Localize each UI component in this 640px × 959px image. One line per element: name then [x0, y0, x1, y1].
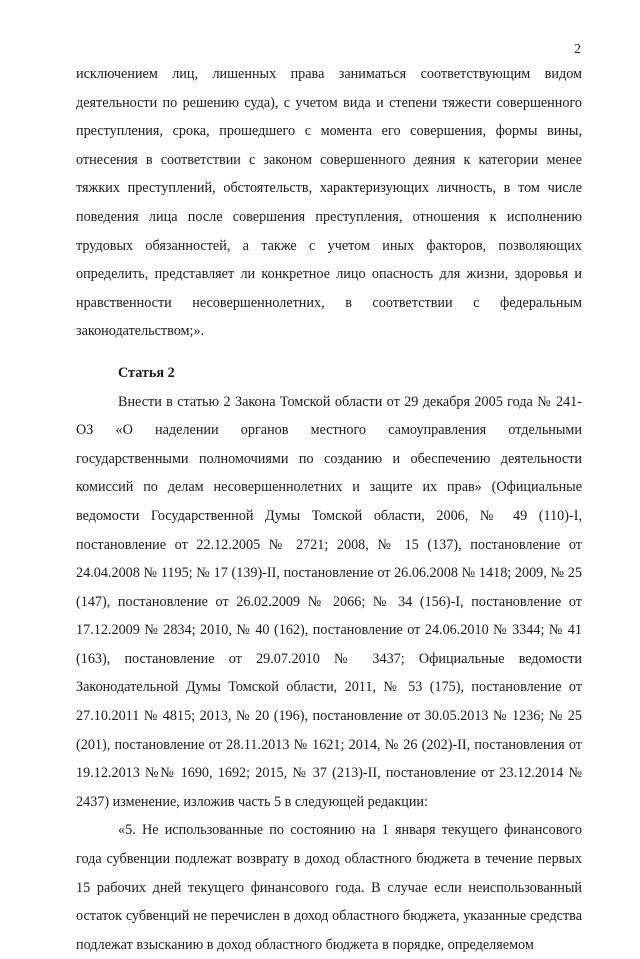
page-number: 2 [574, 41, 581, 56]
paragraph-new-part-5: «5. Не использованные по состоянию на 1 января текущего финансового года субвенции подлежат возврату в доход областного бюджета в течение первых 15 рабочих дней текущего финансового года. В случае если неиспользованный остаток субвенций не перечислен в доход областного бюджета, указанные средства подлежат взысканию в доход областного бюджета в порядке, определяемом [76, 822, 582, 953]
paragraph-amendment: Внести в статью 2 Закона Томской области от 29 декабря 2005 года № 241-ОЗ «О наделении органов местного самоуправления отдельными государственными полномочиями по созданию и обеспечению деятельности комиссий по делам несовершеннолетних и защите их прав» (Официальные ведомости Государственной Думы Томской области, 2006, № 49 (110)-I, постановление от 22.12.2005 № 2721; 2008, № 15 (137), постановление от 24.04.2008 № 1195; № 17 (139)-II, постановление от 26.06.2008 № 1418; 2009, № 25 (147), постановление от 26.02.2009 № 2066; № 34 (156)-I, постановление от 17.12.2009 № 2834; 2010, № 40 (162), постановление от 24.06.2010 № 3344; № 41 (163), постановление от 29.07.2010 № 3437; Официальные ведомости Законодательной Думы Томской области, 2011, № 53 (175), постановление от 27.10.2011 № 4815; 2013, № 20 (196), постановление от 30.05.2013 № 1236; № 25 (201), постановление от 28.11.2013 № 1621; 2014, № 26 (202)-II, постановления от 19.12.2013 №№ 1690, 1692; 2015, № 37 (213)-II, постановление от 23.12.2014 № 2437) изменение, изложив часть 5 в следующей редакции: [76, 393, 582, 810]
document-body [76, 60, 582, 959]
paragraph-continuation: исключением лиц, лишенных права заниматься соответствующим видом деятельности по решению суда), с учетом вида и степени тяжести совершенного преступления, срока, прошедшего с момента его совершения, формы вины, отнесения в соответствии с законом совершенного деяния к категории менее тяжких преступлений, обстоятельств, характеризующих личность, в том числе поведения лица после совершения преступления, отношения к исполнению трудовых обязанностей, а также с учетом иных факторов, позволяющих определить, представляет ли конкретное лицо опасность для жизни, здоровья и нравственности несовершеннолетних, в соответствии с федеральным законодательством;». [76, 66, 582, 340]
article-heading: Статья 2 [118, 364, 175, 381]
